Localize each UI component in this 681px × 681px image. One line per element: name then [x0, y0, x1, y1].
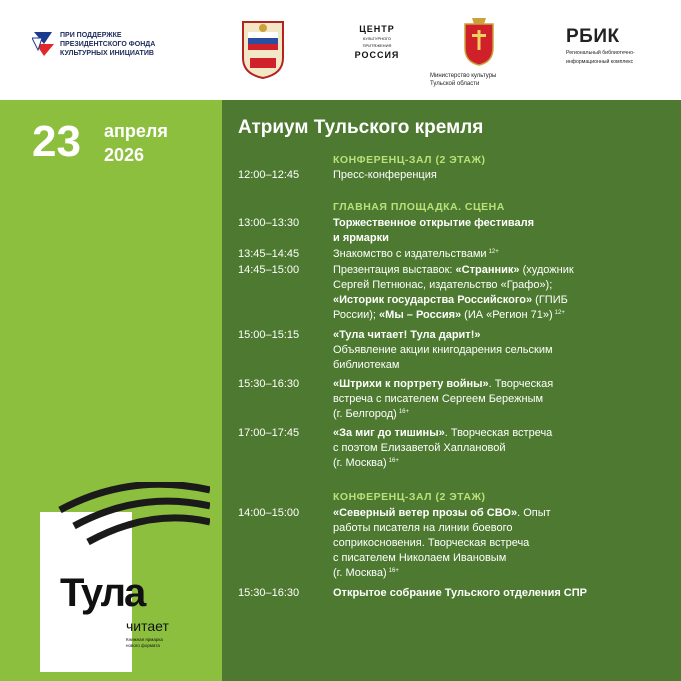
event-desc [333, 506, 663, 581]
event-desc [333, 586, 663, 601]
event-line: соприкосновения. Творческая встреча [333, 537, 530, 549]
event-time: 13:00–13:30 [238, 217, 300, 229]
centr-line-2a: КУЛЬТУРНОГО [362, 36, 392, 41]
event-desc [333, 168, 663, 183]
event-time: 15:30–16:30 [238, 587, 300, 599]
centr-line-3: РОССИЯ [354, 50, 400, 60]
event-desc [333, 328, 663, 373]
event-line: встреча с писателем Сергеем Бережным [333, 393, 544, 405]
festival-logo-sub-1: Книжная ярмарка [126, 637, 163, 642]
pfki-line-2: ПРЕЗИДЕНТСКОГО ФОНДА [60, 41, 156, 48]
age-rating: 16+ [398, 409, 409, 415]
section-title-2: ГЛАВНАЯ ПЛОЩАДКА. СЦЕНА [333, 201, 505, 213]
event-title: «За миг до тишины» [333, 427, 445, 439]
minkult-logo [430, 16, 540, 96]
event-title: «Штрихи к портрету войны» [333, 378, 489, 390]
event-title: «Мы – Россия» [379, 309, 462, 321]
centr-line-2b: ПРИТЯЖЕНИЯ [362, 43, 392, 48]
event-title: Торжественное открытие фестиваля [333, 217, 535, 229]
pfki-line-3: КУЛЬТУРНЫХ ИНИЦИАТИВ [60, 50, 154, 57]
festival-logo-subtitle [126, 637, 196, 649]
age-rating: 12+ [554, 310, 565, 316]
festival-logo-word-2: читает [126, 618, 169, 634]
rbik-title: РБИК [566, 26, 620, 47]
event-time: 15:00–15:15 [238, 329, 300, 341]
centr-logo [352, 24, 402, 70]
event-title: «Северный ветер прозы об СВО» [333, 507, 518, 519]
event-title: «Странник» [455, 264, 520, 276]
festival-badge-icon [238, 18, 288, 80]
pfki-line-1: ПРИ ПОДДЕРЖКЕ [60, 32, 122, 39]
event-time: 13:45–14:45 [238, 248, 300, 260]
event-time: 12:00–12:45 [238, 169, 300, 181]
event-desc [333, 426, 663, 471]
centr-line-1: ЦЕНТР [359, 24, 395, 34]
event-desc [333, 263, 663, 323]
date-year: 2026 [104, 145, 145, 165]
header [0, 0, 681, 100]
event-line: работы писателя на линии боевого [333, 522, 513, 534]
section-title-1: КОНФЕРЕНЦ-ЗАЛ (2 ЭТАЖ) [333, 154, 486, 166]
event-line: библиотекам [333, 359, 400, 371]
event-line: (ИА «Регион 71») [461, 309, 553, 321]
event-title: «Историк государства Российского» [333, 294, 533, 306]
event-desc [333, 377, 663, 422]
event-line: (художник [519, 264, 574, 276]
event-line: (г. Москва) [333, 457, 387, 469]
event-line: (ГПИБ [532, 294, 568, 306]
festival-logo-word-1: Тула [60, 571, 145, 615]
event-line: Пресс-конференция [333, 169, 437, 181]
rbik-line-1: Региональный библиотечно- [566, 50, 635, 56]
event-time: 15:30–16:30 [238, 378, 300, 390]
age-rating: 16+ [388, 568, 399, 574]
date-month: апреля [104, 121, 168, 141]
event-line: Сергей Петнюнас, издательство «Графо»); [333, 279, 553, 291]
event-line: . Творческая [488, 378, 554, 390]
event-time: 14:00–15:00 [238, 507, 300, 519]
rbik-line-2: информационный комплекс [566, 59, 634, 65]
event-time: 14:45–15:00 [238, 264, 300, 276]
event-title: и ярмарки [333, 232, 389, 244]
minkult-line-1: Министерство культуры [430, 73, 497, 79]
event-line: Презентация выставок: [333, 264, 456, 276]
pfki-mark-icon [32, 30, 56, 58]
event-desc [333, 247, 663, 262]
section-title-3: КОНФЕРЕНЦ-ЗАЛ (2 ЭТАЖ) [333, 491, 486, 503]
event-desc [333, 216, 663, 246]
minkult-line-2: Тульской области [430, 81, 480, 87]
pfki-logo [32, 28, 192, 64]
event-time: 17:00–17:45 [238, 427, 300, 439]
rbik-logo [566, 26, 658, 66]
event-title: Открытое собрание Тульского отделения СПР [333, 587, 587, 599]
event-title: «Тула читает! Тула дарит!» [333, 329, 481, 341]
age-rating: 16+ [388, 458, 399, 464]
event-line: . Творческая встреча [444, 427, 553, 439]
event-line: России); [333, 309, 380, 321]
event-line: (г. Москва) [333, 567, 387, 579]
event-line: Объявление акции книгодарения сельским [333, 344, 553, 356]
festival-logo-sub-2: нового формата [126, 643, 160, 648]
tula-coat-of-arms-icon [462, 16, 496, 66]
event-line: . Опыт [517, 507, 551, 519]
event-line: с писателем Николаем Ивановым [333, 552, 507, 564]
venue-title: Атриум Тульского кремля [238, 117, 484, 138]
date-day: 23 [32, 117, 81, 166]
event-line: (г. Белгород) [333, 408, 397, 420]
age-rating: 12+ [488, 249, 499, 255]
event-line: Знакомство с издательствами [333, 248, 487, 260]
event-line: с поэтом Елизаветой Хаплановой [333, 442, 506, 454]
